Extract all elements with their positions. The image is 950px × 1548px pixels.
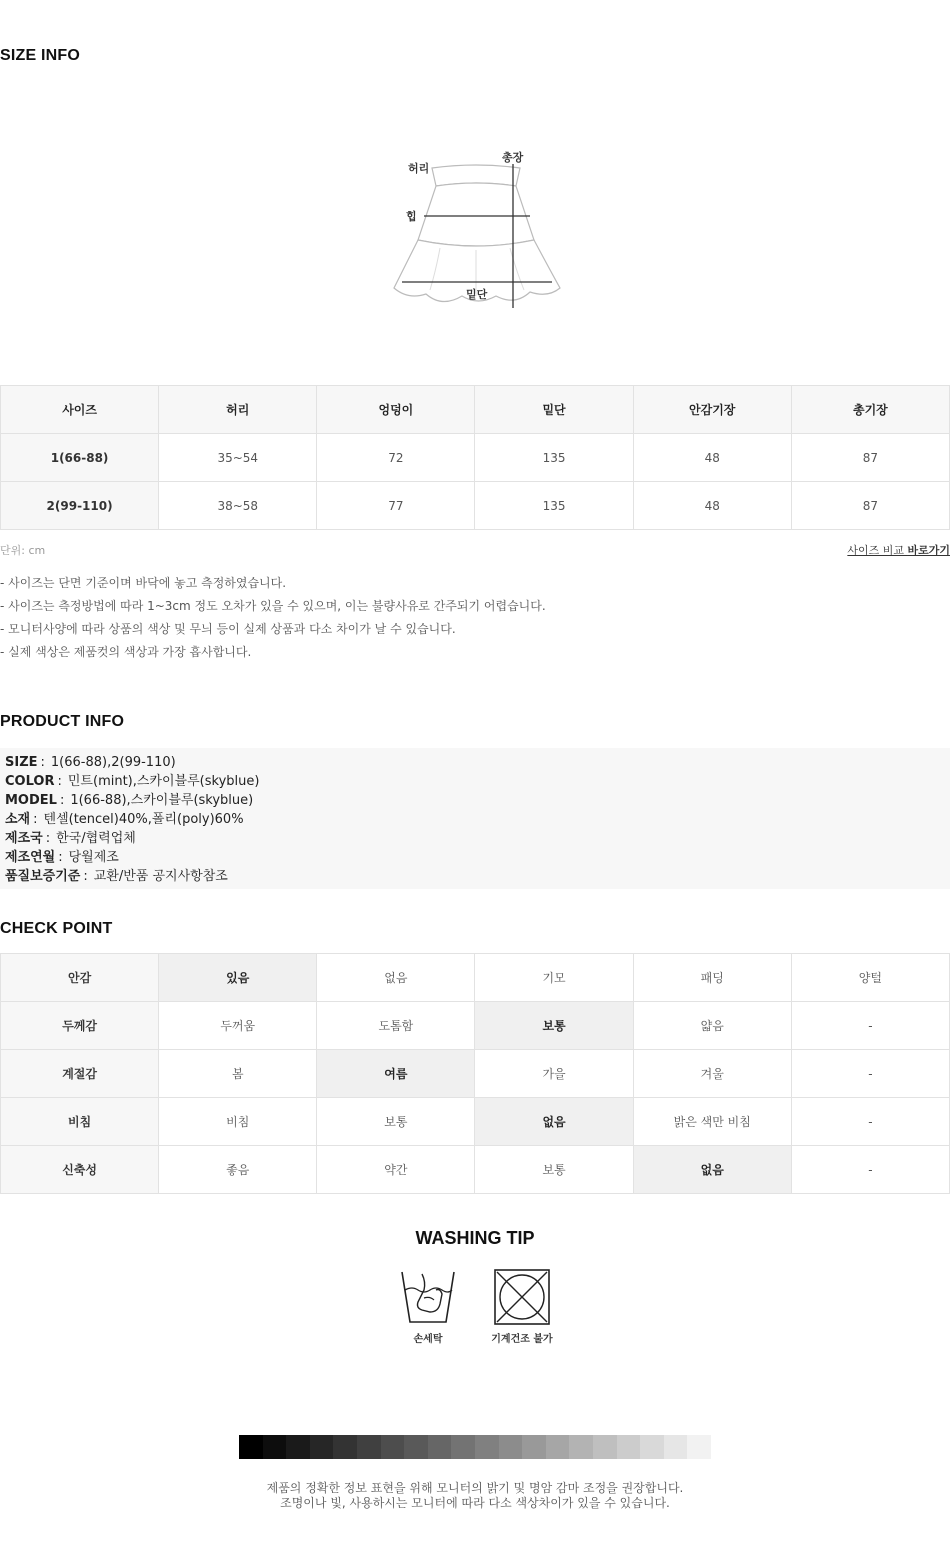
washing-tip-title: WASHING TIP [415,1228,535,1248]
size-table-cell: 135 [475,434,633,482]
product-info-title: PRODUCT INFO [0,713,125,730]
diagram-label-hem: 밑단 [466,288,488,301]
diagram-label-hip: 힙 [406,210,417,223]
grayscale-swatch [640,1435,664,1459]
grayscale-swatch [664,1435,688,1459]
size-table-header [1,386,950,434]
grayscale-swatch [310,1435,334,1459]
size-info-title: SIZE INFO [0,47,81,64]
check-point-option: 양털 [791,954,949,1002]
grayscale-swatch [546,1435,570,1459]
size-notes [0,574,546,666]
diagram-label-waist: 허리 [408,162,430,175]
check-point-option: 있음 [159,954,317,1002]
size-table-header-cell: 총기장 [791,386,949,434]
check-point-option: 보통 [475,1002,633,1050]
check-point-label: 계절감 [1,1050,159,1098]
grayscale-swatch [499,1435,523,1459]
table-row [1,434,950,482]
grayscale-swatch [617,1435,641,1459]
check-point-label: 안감 [1,954,159,1002]
size-table-cell: 35~54 [159,434,317,482]
check-point-option: 얇음 [633,1002,791,1050]
product-info-row: 제조연월 : 당월제조 [5,850,119,865]
size-table-cell: 38~58 [159,482,317,530]
check-point-title: CHECK POINT [0,920,113,937]
skirt-size-diagram [380,140,580,325]
size-compare-link-text: 바로가기 [907,544,950,557]
check-point-option: - [791,1050,949,1098]
size-table-header-cell: 밑단 [475,386,633,434]
grayscale-swatch [687,1435,711,1459]
size-table-cell: 2(99-110) [1,482,159,530]
grayscale-swatch [286,1435,310,1459]
check-point-option: - [791,1146,949,1194]
product-info-box [0,748,950,889]
hand-wash-icon [400,1268,456,1324]
size-table-cell: 48 [633,482,791,530]
check-point-label: 비침 [1,1098,159,1146]
product-info-row: SIZE : 1(66-88),2(99-110) [5,755,176,770]
hand-wash-label: 손세탁 [413,1334,443,1345]
product-info-row: 품질보증기준 : 교환/반품 공지사항참조 [5,869,228,884]
product-info-value: 당월제조 [68,850,119,865]
check-point-option: 두꺼움 [159,1002,317,1050]
table-row [1,1002,950,1050]
check-point-table [0,953,950,1194]
size-table-cell: 87 [791,482,949,530]
product-info-value: 한국/협력업체 [56,831,136,846]
grayscale-swatch [593,1435,617,1459]
check-point-option: 약간 [317,1146,475,1194]
grayscale-swatch [239,1435,263,1459]
product-info-value: 텐셀(tencel)40%,폴리(poly)60% [43,812,244,827]
product-info-row: 제조국 : 한국/협력업체 [5,831,136,846]
size-table-header-cell: 사이즈 [1,386,159,434]
size-note: - 사이즈는 측정방법에 따라 1~3cm 정도 오차가 있을 수 있으며, 이는 불량사유로 간주되기 어렵습니다. [0,599,546,613]
size-table-cell: 48 [633,434,791,482]
disclaimer-line: 조명이나 빛, 사용하시는 모니터에 따라 다소 색상차이가 있을 수 있습니다. [280,1496,670,1510]
grayscale-swatch [569,1435,593,1459]
size-note: - 모니터사양에 따라 상품의 색상 및 무늬 등이 실제 상품과 다소 차이가 날 수 있습니다. [0,622,456,636]
size-table-header-cell: 엉덩이 [317,386,475,434]
check-point-option: 좋음 [159,1146,317,1194]
check-point-option: 밝은 색만 비침 [633,1098,791,1146]
check-point-option: 도톰함 [317,1002,475,1050]
grayscale-swatch [357,1435,381,1459]
product-info-key: COLOR [5,774,55,789]
grayscale-swatch [381,1435,405,1459]
product-info-row: 소재 : 텐셀(tencel)40%,폴리(poly)60% [5,812,244,827]
product-info-row: COLOR : 민트(mint),스카이블루(skyblue) [5,774,260,789]
check-point-option: 겨울 [633,1050,791,1098]
grayscale-calibration-bar [239,1435,711,1459]
table-row [1,1098,950,1146]
check-point-option: - [791,1098,949,1146]
check-point-option: 없음 [475,1098,633,1146]
size-table-header-cell: 안감기장 [633,386,791,434]
check-point-option: 패딩 [633,954,791,1002]
check-point-option: 여름 [317,1050,475,1098]
check-point-option: 봄 [159,1050,317,1098]
size-compare-prefix: 사이즈 비교 [847,544,908,557]
check-point-option: 가을 [475,1050,633,1098]
check-point-option: 보통 [475,1146,633,1194]
product-info-key: MODEL [5,793,57,808]
product-info-value: 민트(mint),스카이블루(skyblue) [67,774,260,789]
no-tumble-dry-icon [493,1268,551,1326]
table-row [1,482,950,530]
grayscale-swatch [404,1435,428,1459]
size-table-cell: 77 [317,482,475,530]
diagram-label-total-length: 총장 [502,151,524,164]
size-table [0,385,950,530]
product-info-key: SIZE [5,755,38,770]
size-note: - 사이즈는 단면 기준이며 바닥에 놓고 측정하였습니다. [0,576,287,590]
check-point-option: 없음 [633,1146,791,1194]
size-note: - 실제 색상은 제품컷의 색상과 가장 흡사합니다. [0,645,252,659]
size-table-cell: 87 [791,434,949,482]
grayscale-swatch [522,1435,546,1459]
product-info-key: 품질보증기준 [5,869,81,884]
size-table-cell: 1(66-88) [1,434,159,482]
check-point-label: 신축성 [1,1146,159,1194]
product-info-key: 제조국 [5,831,43,846]
table-row [1,1146,950,1194]
grayscale-swatch [333,1435,357,1459]
monitor-disclaimer [0,1481,950,1511]
no-tumble-dry-label: 기계건조 불가 [491,1334,553,1345]
size-compare-link[interactable] [847,542,950,558]
check-point-option: 기모 [475,954,633,1002]
product-info-value: 교환/반품 공지사항참조 [93,869,228,884]
size-table-cell: 135 [475,482,633,530]
product-info-value: 1(66-88),스카이블루(skyblue) [70,793,254,808]
grayscale-swatch [428,1435,452,1459]
table-row [1,954,950,1002]
grayscale-swatch [475,1435,499,1459]
grayscale-swatch [263,1435,287,1459]
table-row [1,1050,950,1098]
product-info-value: 1(66-88),2(99-110) [50,755,176,770]
size-unit-label: 단위: cm [0,544,46,557]
check-point-option: - [791,1002,949,1050]
check-point-label: 두께감 [1,1002,159,1050]
grayscale-swatch [451,1435,475,1459]
size-table-header-cell: 허리 [159,386,317,434]
product-info-row: MODEL : 1(66-88),스카이블루(skyblue) [5,793,254,808]
check-point-option: 없음 [317,954,475,1002]
product-info-key: 제조연월 [5,850,56,865]
check-point-option: 보통 [317,1098,475,1146]
check-point-option: 비침 [159,1098,317,1146]
product-info-key: 소재 [5,812,31,827]
disclaimer-line: 제품의 정확한 정보 표현을 위해 모니터의 밝기 및 명암 감마 조정을 권장합니다. [266,1481,684,1495]
size-table-cell: 72 [317,434,475,482]
